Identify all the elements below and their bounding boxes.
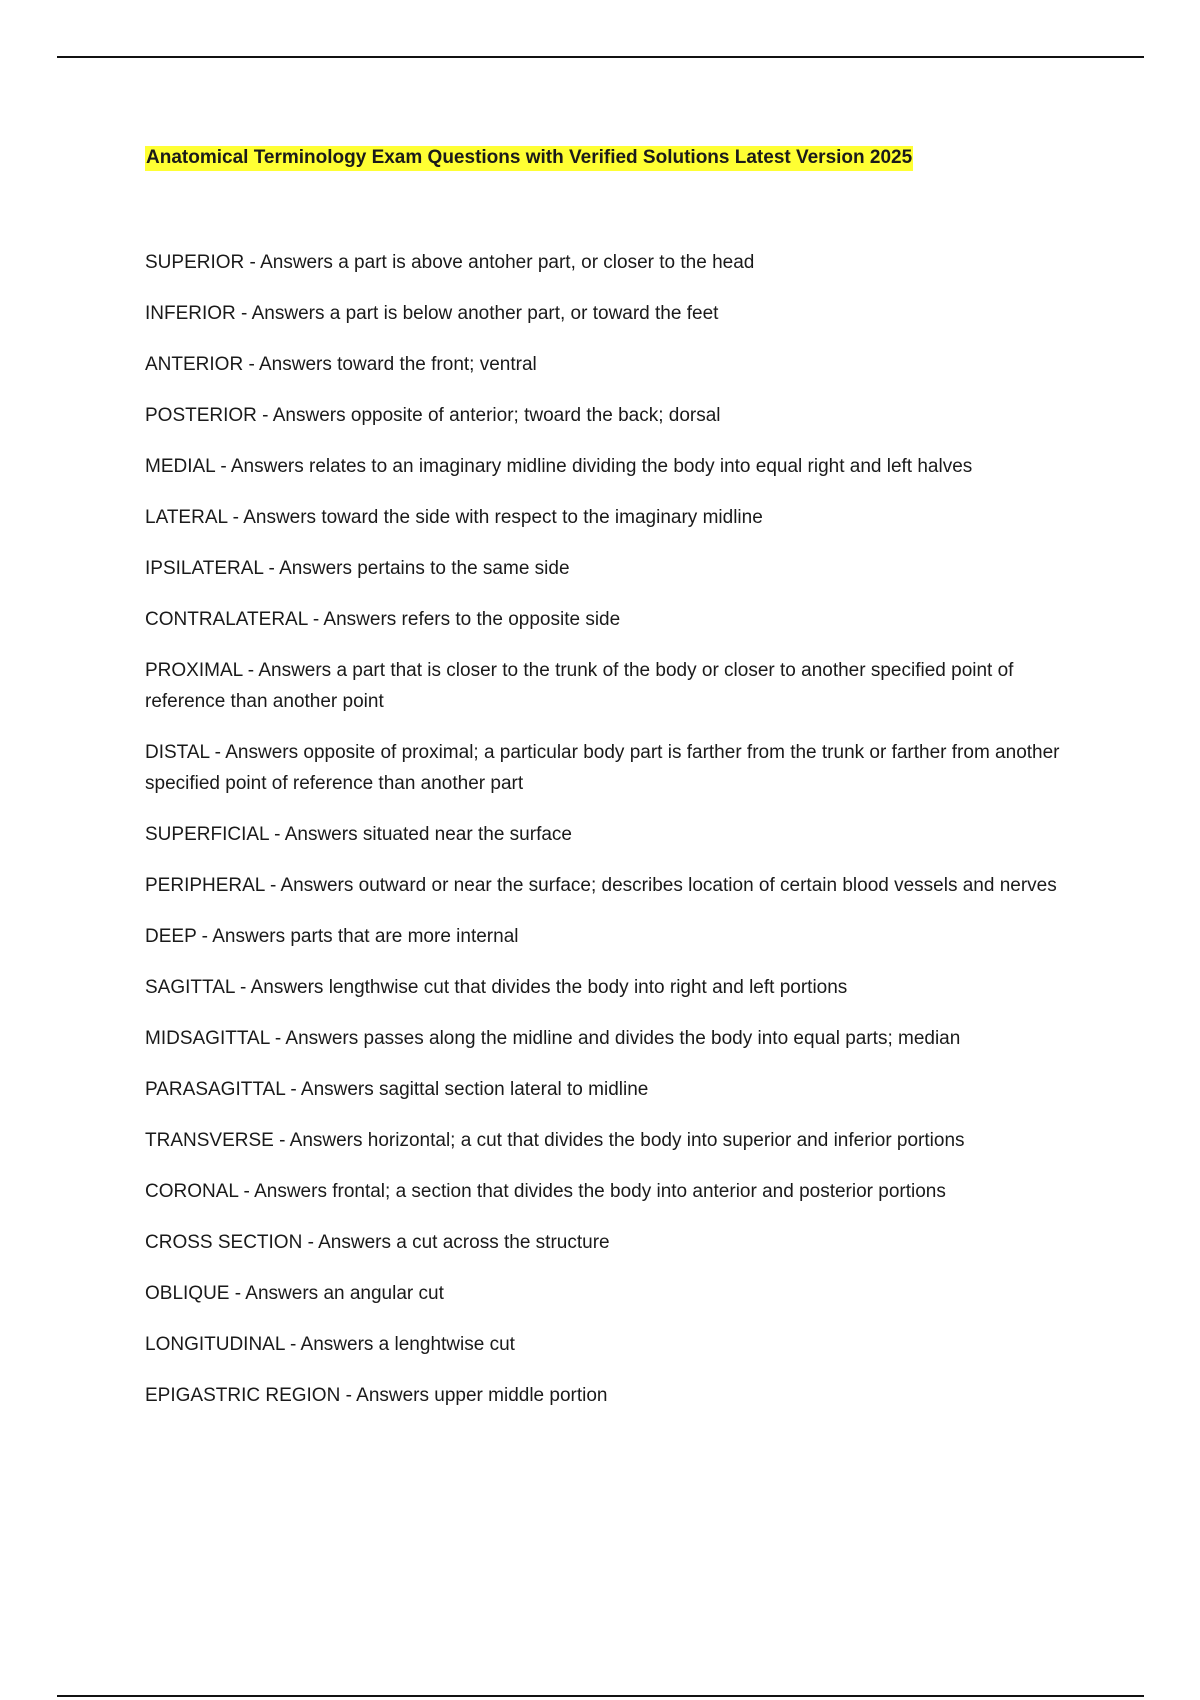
- term-entry-ipsilateral: IPSILATERAL - Answers pertains to the same side: [145, 558, 570, 579]
- term-entry-transverse: TRANSVERSE - Answers horizontal; a cut that divides the body into superior and inferior portions: [145, 1130, 965, 1151]
- term-entry-superficial: SUPERFICIAL - Answers situated near the surface: [145, 824, 572, 845]
- term-entry-cross-section: CROSS SECTION - Answers a cut across the structure: [145, 1232, 610, 1253]
- term-entry-posterior: POSTERIOR - Answers opposite of anterior; twoard the back; dorsal: [145, 405, 721, 426]
- term-entry-anterior: ANTERIOR - Answers toward the front; ventral: [145, 354, 537, 375]
- term-entry-proximal: PROXIMAL - Answers a part that is closer to the trunk of the body or closer to another specified point of reference than another point: [145, 660, 1014, 712]
- term-list: [145, 247, 1090, 1431]
- term-entry-oblique: OBLIQUE - Answers an angular cut: [145, 1283, 444, 1304]
- term-entry-inferior: INFERIOR - Answers a part is below another part, or toward the feet: [145, 303, 719, 324]
- document-title-text: Anatomical Terminology Exam Questions with Verified Solutions Latest Version 2025: [145, 146, 913, 171]
- term-entry-sagittal: SAGITTAL - Answers lengthwise cut that divides the body into right and left portions: [145, 977, 848, 998]
- term-entry-longitudinal: LONGITUDINAL - Answers a lenghtwise cut: [145, 1334, 515, 1355]
- term-entry-distal: DISTAL - Answers opposite of proximal; a particular body part is farther from the trunk or farther from another specified point of reference than another part: [145, 742, 1060, 794]
- term-entry-deep: DEEP - Answers parts that are more internal: [145, 926, 519, 947]
- term-entry-contralateral: CONTRALATERAL - Answers refers to the opposite side: [145, 609, 621, 630]
- term-entry-epigastric-region: EPIGASTRIC REGION - Answers upper middle portion: [145, 1385, 608, 1406]
- term-entry-parasagittal: PARASAGITTAL - Answers sagittal section lateral to midline: [145, 1079, 649, 1100]
- term-entry-medial: MEDIAL - Answers relates to an imaginary midline dividing the body into equal right and left halves: [145, 456, 973, 477]
- term-entry-lateral: LATERAL - Answers toward the side with respect to the imaginary midline: [145, 507, 763, 528]
- document-title: [145, 145, 913, 171]
- term-entry-superior: SUPERIOR - Answers a part is above antoher part, or closer to the head: [145, 252, 755, 273]
- header-rule: [57, 56, 1144, 58]
- term-entry-midsagittal: MIDSAGITTAL - Answers passes along the midline and divides the body into equal parts; median: [145, 1028, 961, 1049]
- footer-rule: [57, 1695, 1144, 1697]
- term-entry-coronal: CORONAL - Answers frontal; a section that divides the body into anterior and posterior portions: [145, 1181, 946, 1202]
- term-entry-peripheral: PERIPHERAL - Answers outward or near the surface; describes location of certain blood vessels and nerves: [145, 875, 1057, 896]
